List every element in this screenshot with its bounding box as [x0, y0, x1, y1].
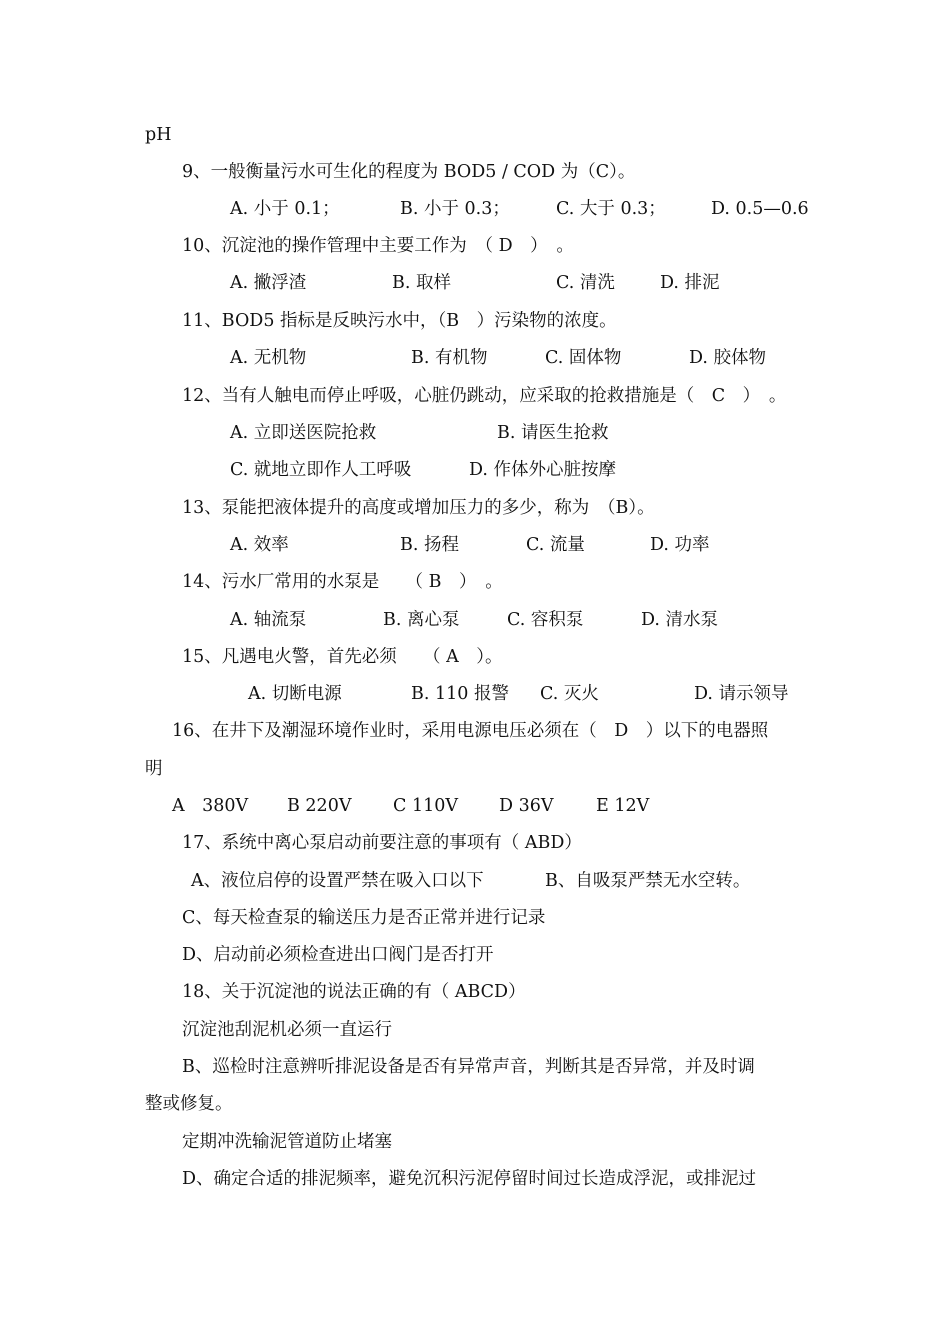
option-a: A. 轴流泵 [230, 610, 307, 630]
option-a: A、液位启停的设置严禁在吸入口以下 [191, 871, 484, 891]
option-c: C. 大于 0.3； [556, 199, 666, 219]
option-a: A. 小于 0.1； [230, 199, 340, 219]
option-a: A. 立即送医院抢救 [230, 423, 377, 443]
option-b: B、巡检时注意辨听排泥设备是否有异常声音，判断其是否异常，并及时调 [182, 1057, 755, 1077]
option-c: C 110V [393, 796, 458, 816]
question-18: 18、关于沉淀池的说法正确的有（ ABCD） [182, 982, 526, 1002]
option-b: B. 离心泵 [383, 610, 460, 630]
text-line: pH [145, 125, 172, 145]
question-9: 9、一般衡量污水可生化的程度为 BOD5 / COD 为（C）。 [182, 162, 636, 182]
question-11: 11、BOD5 指标是反映污水中，（B ）污染物的浓度。 [182, 311, 617, 331]
question-14: 14、污水厂常用的水泵是 （ B ） 。 [182, 572, 503, 592]
option-d: D. 功率 [650, 535, 710, 555]
option-b: B. 小于 0.3； [400, 199, 510, 219]
option-c: C. 清洗 [556, 273, 615, 293]
option-d: D. 排泥 [660, 273, 720, 293]
option-a: A. 无机物 [230, 348, 307, 368]
option-c: C. 流量 [526, 535, 585, 555]
question-13: 13、泵能把液体提升的高度或增加压力的多少，称为 （B）。 [182, 498, 655, 518]
option-d: D 36V [499, 796, 554, 816]
option-b: B. 取样 [392, 273, 451, 293]
option-b: B. 扬程 [400, 535, 459, 555]
option-d: D. 请示领导 [694, 684, 789, 704]
option-c: C. 就地立即作人工呼吸 [230, 460, 412, 480]
option-c: C. 灭火 [540, 684, 599, 704]
option-a: A. 效率 [230, 535, 289, 555]
option-c: C. 容积泵 [507, 610, 584, 630]
option-c: C、每天检查泵的输送压力是否正常并进行记录 [182, 908, 546, 928]
option-e: E 12V [596, 796, 650, 816]
option-b: B. 有机物 [411, 348, 488, 368]
option-c: 定期冲洗输泥管道防止堵塞 [182, 1132, 392, 1152]
text-line: 明 [145, 759, 163, 779]
option-b: B. 110 报警 [411, 684, 509, 704]
question-16: 16、在井下及潮湿环境作业时，采用电源电压必须在（ D ）以下的电器照 [172, 721, 769, 741]
option-d: D、启动前必须检查进出口阀门是否打开 [182, 945, 494, 965]
option-d: D. 0.5—0.6 [711, 199, 809, 219]
option-b: B. 请医生抢救 [497, 423, 609, 443]
question-17: 17、系统中离心泵启动前要注意的事项有（ ABD） [182, 833, 582, 853]
question-10: 10、沉淀池的操作管理中主要工作为 （ D ） 。 [182, 236, 574, 256]
option-c: C. 固体物 [545, 348, 622, 368]
option-a: 沉淀池刮泥机必须一直运行 [182, 1020, 392, 1040]
option-b: B、自吸泵严禁无水空转。 [545, 871, 751, 891]
option-d: D. 作体外心脏按摩 [469, 460, 617, 480]
option-a: A. 切断电源 [248, 684, 342, 704]
option-a: A. 撇浮渣 [230, 273, 307, 293]
question-12: 12、当有人触电而停止呼吸，心脏仍跳动，应采取的抢救措施是（ C ） 。 [182, 386, 787, 406]
option-b: B 220V [287, 796, 352, 816]
option-d: D. 胶体物 [689, 348, 767, 368]
text-line: 整或修复。 [145, 1094, 233, 1114]
option-d: D. 清水泵 [641, 610, 719, 630]
option-a: A 380V [172, 796, 249, 816]
question-15: 15、凡遇电火警，首先必须 （ A ）。 [182, 647, 503, 667]
option-d: D、确定合适的排泥频率，避免沉积污泥停留时间过长造成浮泥，或排泥过 [182, 1169, 757, 1189]
